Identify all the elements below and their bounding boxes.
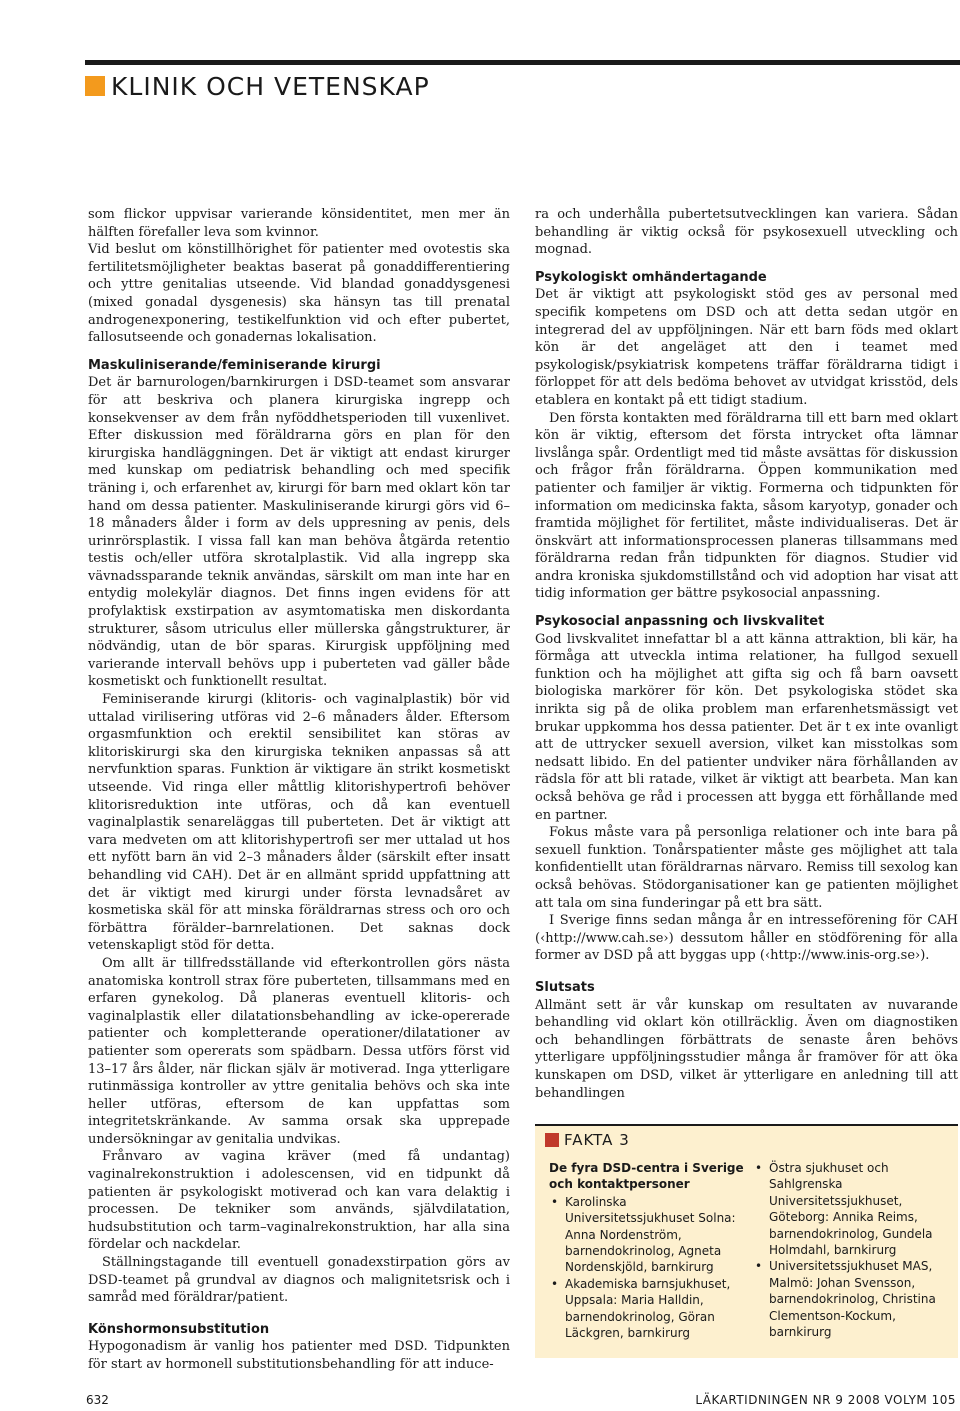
list-item-text: Akademiska barnsjukhuset, Uppsala: Maria Halldin, barnendokrinolog, Göran Läckgren, barnkirurg xyxy=(565,1276,731,1341)
page-number: 632 xyxy=(86,1393,109,1407)
paragraph: Allmänt sett är vår kunskap om resultaten av nuvarande behandling vid oklart kön otillräcklig. Även om diagnostiken och behandlingen förbättrats de senaste åren behövs ytterligare uppföljningsstudier många år framöver för att öka kunskapen om DSD, vilket är ytterligare en anledning till att behandlingen xyxy=(535,997,958,1101)
list-item xyxy=(753,1160,949,1258)
paragraph: Frånvaro av vagina kräver (med få undantag) vaginalrekonstruktion i adolescensen, vid en tidpunkt då patienten är psykologiskt motiverad och kan vara delaktig i processen. De tekniker som används, självdilatation, hudsubstitution och tarm–vaginalrekonstruktion, har alla sina fördelar och nackdelar. xyxy=(88,1149,510,1253)
list-item-text: Universitetssjukhuset MAS, Malmö: Johan Svensson, barnendokrinolog, Christina Clementson-Kockum, barnkirurg xyxy=(769,1259,936,1340)
bullet-icon: • xyxy=(755,1161,763,1175)
paragraph: Det är viktigt att psykologiskt stöd ges av personal med specifik kompetens om DSD och att detta sedan utgör en integrerad del av uppföljningen. När ett barn föds med oklart kön är det angeläget att den i teamet med psykologisk/psykiatrisk kompetens träffar föräldrarna tidigt i förloppet för att dels bedöma behovet av utvidgat krisstöd, dels etablera en kontakt på ett tidigt stadium. xyxy=(535,287,958,408)
subheading-psykosocial: Psykosocial anpassning och livskvalitet xyxy=(535,614,825,630)
subheading-psykologiskt: Psykologiskt omhändertagande xyxy=(535,269,767,285)
fakta-title: FAKTA 3 xyxy=(564,1131,630,1149)
list-item xyxy=(753,1258,949,1340)
fakta-list xyxy=(549,1194,745,1342)
paragraph: God livskvalitet innefattar bl a att känna attraktion, bli kär, ha förmåga att utveckla intima relationer, ha fullgod sexuell funktion och ha möjlighet att gifta sig och få barn oavsett biologiska markörer för kön. Det psykologiska stödet ska inrikta sig på de olika problem man erfarenhetsmässigt vet brukar uppkomma hos dessa patienter. Det är t ex inte ovanligt att de uttrycker sexuell aversion, vilket kan misstolkas som nedsatt libido. En del patienter undviker nära förhållanden av rädsla för att bli ratade, vilket är viktigt att bearbeta. Man kan också behöva ge råd i processen att bygga ett förhållande med en partner. xyxy=(535,631,958,823)
fakta-header xyxy=(545,1132,630,1148)
section-title: KLINIK OCH VETENSKAP xyxy=(111,71,430,101)
text-column-left xyxy=(88,206,510,1374)
paragraph: Ställningstagande till eventuell gonadexstirpation görs av DSD-teamet på grundval av diagnos och malignitetsrisk och i samråd med föräldrar/patient. xyxy=(88,1255,510,1306)
paragraph: Hypogonadism är vanlig hos patienter med DSD. Tidpunkten för start av hormonell substitutionsbehandling för att induce- xyxy=(88,1339,510,1372)
journal-footer: LÄKARTIDNINGEN NR 9 2008 VOLYM 105 xyxy=(695,1393,956,1407)
fakta-list xyxy=(753,1160,949,1340)
paragraph: som flickor uppvisar varierande könsidentitet, men mer än hälften förefaller leva som kvinnor. xyxy=(88,207,510,240)
list-item-text: Karolinska Universitetssjukhuset Solna: Anna Nordenström, barnendokrinolog, Agneta Nordenskjöld, barnkirurg xyxy=(565,1194,736,1275)
subheading-maskuliniserande: Maskuliniserande/feminiserande kirurgi xyxy=(88,357,381,373)
paragraph: ra och underhålla pubertetsutvecklingen kan variera. Sådan behandling är viktig också för psykosexuell utveckling och mognad. xyxy=(535,207,958,258)
paragraph: I Sverige finns sedan många år en intresseförening för CAH (‹http://www.cah.se›) dessutom håller en stödförening för alla former av DSD på att byggas upp (‹http://www.inis-org.se›). xyxy=(535,913,958,964)
paragraph: Feminiserande kirurgi (klitoris- och vaginalplastik) bör vid uttalad virilisering utföras vid 2–6 månaders ålder. Eftersom orgasmfunktion och erektil sensibilitet kan störas av klitoriskirurgi ska den kirurgiska tekniken anpassas så att nervfunktion sparas. Funktion är viktigare än strikt kosmetiskt utseende. Vid ringa eller måttlig klitorishypertrofi behöver klitorisreduktion inte utföras, och då kan eventuell vaginalplastik senareläggas till puberteten. Det är viktigt att vara medveten om att klitorishypertrofi ser mer uttalad ut hos ett nyfött barn än vid 2–3 månaders ålder (särskilt efter insatt behandling vid CAH). Det är en allmänt spridd uppfattning att det är viktigt med kirurgi under första levnadsåret av kosmetiska skäl för att minska föräldrarnas stress och oro och förbättra förälder–barnrelationen. Det saknas dock vetenskapligt stöd för detta. xyxy=(88,692,510,954)
list-item xyxy=(549,1276,745,1342)
paragraph: Den första kontakten med föräldrarna till ett barn med oklart kön är viktig, eftersom det första intrycket ofta lämnar livslånga spår. Ordentligt med tid måste avsättas för diskussion och frågor från föräldrarna. Öppen kommunikation med patienter och familjer är viktig. Formerna och tidpunkten för information om medicinska fakta, såsom karyotyp, gonader och framtida möjlighet för fertilitet, måste individualiseras. Det är önskvärt att informationsprocessen planeras tillsammans med föräldrarna redan från tidpunkten för diagnos. Studier vid andra kroniska sjukdomstillstånd och vid adoption har visat att tidig information ger bättre psykosocial anpassning. xyxy=(535,410,958,602)
fakta-column-left xyxy=(549,1160,745,1341)
paragraph: Det är barnurologen/barnkirurgen i DSD-teamet som ansvarar för att beskriva och planera kirurgiska ingrepp och konsekvenser av dem från nyföddhetsperioden till vuxenlivet. Efter diskussion med föräldrarna görs en plan för den kirurgiska handläggningen. Det är viktigt att endast kirurger med kunskap om pediatrisk behandling och med specifik träning i, och erfarenhet av, kirurgi för barn med oklart kön tar hand om dessa patienter. Maskuliniserande kirurgi görs vid 6–18 månaders ålder i form av dels uppresning av penis, dels urinrörsplastik. I vissa fall kan man behöva åtgärda retentio testis och/eller utföra skrotalplastik. Vid alla ingrepp ska vävnadssparande teknik användas, särskilt om man inte har en entydig molekylär diagnos. Det finns ingen evidens för att profylaktisk exstirpation av asymtomatiska men diskordanta strukturer, såsom utriculus eller müllerska gångstrukturer, är nödvändig, utan de bör sparas. Kirurgisk uppföljning med varierande intervall behövs upp i puberteten vad gäller både kosmetiskt och funktionellt resultat. xyxy=(88,375,510,690)
red-square-icon xyxy=(545,1133,559,1147)
paragraph: Fokus måste vara på personliga relationer och inte bara på sexuell funktion. Tonårspatienter måste ges möjlighet att tala konfidentiellt utan föräldrarnas närvaro. Remiss till sexolog kan också behövas. Stödorganisationer kan ge patienten möjlighet att tala om sina funderingar på ett bra sätt. xyxy=(535,825,958,911)
header-rule xyxy=(85,60,960,65)
fakta-box xyxy=(535,1124,958,1358)
paragraph: Vid beslut om könstillhörighet för patienter med ovotestis ska fertilitetsmöjligheter beaktas baserat på gonaddifferentiering och yttre genitalias utseende. Vid blandad gonaddysgenesi (mixed gonadal dysgenesis) ska hänsyn tas till prenatal androgenexponering, testikelfunktion vid och efter pubertet, fallosutseende och gonadernas lokalisation. xyxy=(88,242,510,346)
bullet-icon: • xyxy=(551,1276,559,1291)
list-item-text: Östra sjukhuset och Sahlgrenska Universitetssjukhuset, Göteborg: Annika Reims, barnendokrinolog, Gundela Holmdahl, barnkirurg xyxy=(769,1161,933,1258)
bullet-icon: • xyxy=(551,1194,559,1209)
subheading-konshormon: Könshormonsubstitution xyxy=(88,1321,270,1337)
text-column-right xyxy=(535,206,958,1102)
bullet-icon: • xyxy=(755,1259,763,1274)
subheading-slutsats: Slutsats xyxy=(535,979,595,995)
fakta-subtitle: De fyra DSD-centra i Sverige och kontaktpersoner xyxy=(549,1161,744,1192)
orange-square-icon xyxy=(85,76,105,96)
list-item xyxy=(549,1194,745,1276)
paragraph: Om allt är tillfredsställande vid efterkontrollen görs nästa anatomiska kontroll strax före puberteten, tillsammans med en erfaren gynekolog. Då planeras eventuell klitoris- och vaginalplastik eller dilatationsbehandling av icke-opererade patienter och kompletterande operationer/dilatationer av patienter som opererats som spädbarn. Dessa utförs först vid 13–17 års ålder, när flickan själv är motiverad. Inga ytterligare rutinmässiga kontroller av yttre genitalia behövs och ska inte heller utföras, eftersom de kan uppfattas som integritetskränkande. Av samma orsak ska upprepade undersökningar av genitalia undvikas. xyxy=(88,955,510,1147)
section-header xyxy=(85,68,430,104)
fakta-column-right xyxy=(753,1160,949,1340)
